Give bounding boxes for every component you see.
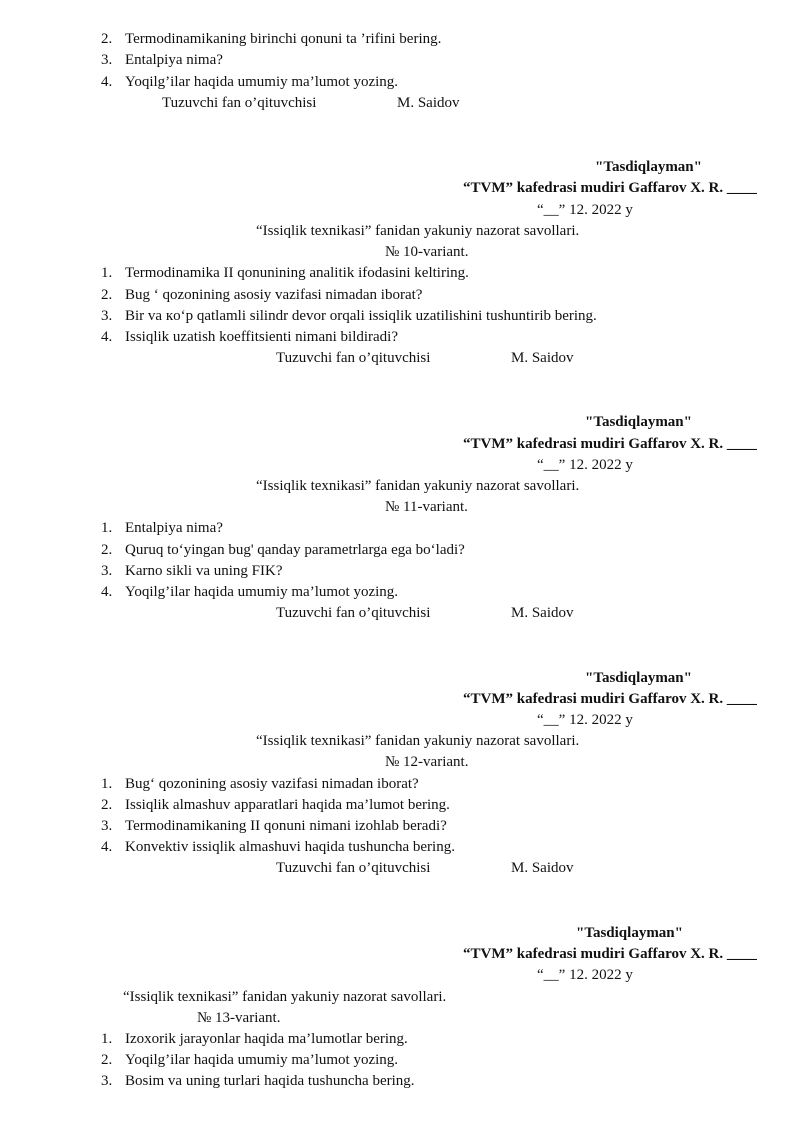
exam-title: “Issiqlik texnikasi” fanidan yakuniy nazorat savollari. bbox=[123, 989, 447, 1005]
question-text: Entalpiya nima? bbox=[125, 520, 223, 536]
question-text: Karno sikli va uning FIK? bbox=[125, 563, 283, 579]
signature-name: M. Saidov bbox=[397, 95, 460, 111]
department-head-line: “TVM” kafedrasi mudiri Gaffarov X. R. ____ bbox=[463, 691, 757, 707]
question-number: 3. bbox=[101, 308, 113, 324]
approval-date: “__” 12. 2022 y bbox=[537, 457, 633, 473]
question-number: 1. bbox=[101, 1031, 113, 1047]
approval-date: “__” 12. 2022 y bbox=[537, 712, 633, 728]
variant-number: № 13-variant. bbox=[197, 1010, 281, 1026]
question-text: Izoxorik jarayonlar haqida ma’lumotlar bering. bbox=[125, 1031, 408, 1047]
question-text: Issiqlik almashuv apparatlari haqida ma’lumot bering. bbox=[125, 797, 450, 813]
question-text: Bosim va uning turlari haqida tushuncha bering. bbox=[125, 1073, 415, 1089]
question-text: Quruq to‘yingan bug' qanday parametrlarga ega bo‘ladi? bbox=[125, 542, 465, 558]
approval-heading: "Tasdiqlayman" bbox=[576, 925, 683, 941]
question-text: Yoqilg’ilar haqida umumiy ma’lumot yozing. bbox=[125, 74, 399, 90]
signature-role: Tuzuvchi fan o’qituvchisi bbox=[162, 95, 317, 111]
approval-date: “__” 12. 2022 y bbox=[537, 202, 633, 218]
signature-name: M. Saidov bbox=[511, 860, 574, 876]
question-number: 3. bbox=[101, 52, 113, 68]
question-number: 2. bbox=[101, 31, 113, 47]
question-number: 1. bbox=[101, 265, 113, 281]
question-number: 1. bbox=[101, 520, 113, 536]
exam-title: “Issiqlik texnikasi” fanidan yakuniy nazorat savollari. bbox=[256, 733, 580, 749]
approval-heading: "Tasdiqlayman" bbox=[595, 159, 702, 175]
signature-role: Tuzuvchi fan o’qituvchisi bbox=[276, 860, 431, 876]
question-text: Termodinamikaning birinchi qonuni ta ’rifini bering. bbox=[125, 31, 442, 47]
exam-title: “Issiqlik texnikasi” fanidan yakuniy nazorat savollari. bbox=[256, 223, 580, 239]
question-number: 2. bbox=[101, 1052, 113, 1068]
question-number: 1. bbox=[101, 776, 113, 792]
question-number: 3. bbox=[101, 1073, 113, 1089]
question-text: Bir va кo‘p qatlamli silindr devor orqali issiqlik uzatilishini tushuntirib bering. bbox=[125, 308, 597, 324]
question-text: Issiqlik uzatish koeffitsienti nimani bildiradi? bbox=[125, 329, 399, 345]
question-number: 2. bbox=[101, 797, 113, 813]
signature-role: Tuzuvchi fan o’qituvchisi bbox=[276, 350, 431, 366]
department-head-line: “TVM” kafedrasi mudiri Gaffarov X. R. ____ bbox=[463, 180, 757, 196]
variant-number: № 12-variant. bbox=[385, 754, 469, 770]
question-number: 3. bbox=[101, 818, 113, 834]
approval-heading: "Tasdiqlayman" bbox=[585, 414, 692, 430]
exam-title: “Issiqlik texnikasi” fanidan yakuniy nazorat savollari. bbox=[256, 478, 580, 494]
signature-name: M. Saidov bbox=[511, 350, 574, 366]
question-text: Termodinamikaning II qonuni nimani izohlab beradi? bbox=[125, 818, 447, 834]
question-number: 4. bbox=[101, 839, 113, 855]
variant-number: № 11-variant. bbox=[385, 499, 468, 515]
question-text: Termodinamika II qonunining analitik ifodasini keltiring. bbox=[125, 265, 469, 281]
signature-role: Tuzuvchi fan o’qituvchisi bbox=[276, 605, 431, 621]
department-head-line: “TVM” kafedrasi mudiri Gaffarov X. R. ____ bbox=[463, 436, 757, 452]
signature-name: M. Saidov bbox=[511, 605, 574, 621]
question-text: Yoqilg’ilar haqida umumiy ma’lumot yozing. bbox=[125, 584, 399, 600]
question-text: Bug ‘ qozonining asosiy vazifasi nimadan iborat? bbox=[125, 287, 423, 303]
question-number: 2. bbox=[101, 542, 113, 558]
question-number: 3. bbox=[101, 563, 113, 579]
approval-heading: "Tasdiqlayman" bbox=[585, 670, 692, 686]
question-text: Yoqilg’ilar haqida umumiy ma’lumot yozing. bbox=[125, 1052, 399, 1068]
question-text: Bug‘ qozonining asosiy vazifasi nimadan iborat? bbox=[125, 776, 419, 792]
question-text: Entalpiya nima? bbox=[125, 52, 223, 68]
question-number: 4. bbox=[101, 74, 113, 90]
variant-number: № 10-variant. bbox=[385, 244, 469, 260]
question-number: 4. bbox=[101, 329, 113, 345]
approval-date: “__” 12. 2022 y bbox=[537, 967, 633, 983]
question-number: 2. bbox=[101, 287, 113, 303]
question-number: 4. bbox=[101, 584, 113, 600]
question-text: Konvektiv issiqlik almashuvi haqida tushuncha bering. bbox=[125, 839, 455, 855]
department-head-line: “TVM” kafedrasi mudiri Gaffarov X. R. ____ bbox=[463, 946, 757, 962]
